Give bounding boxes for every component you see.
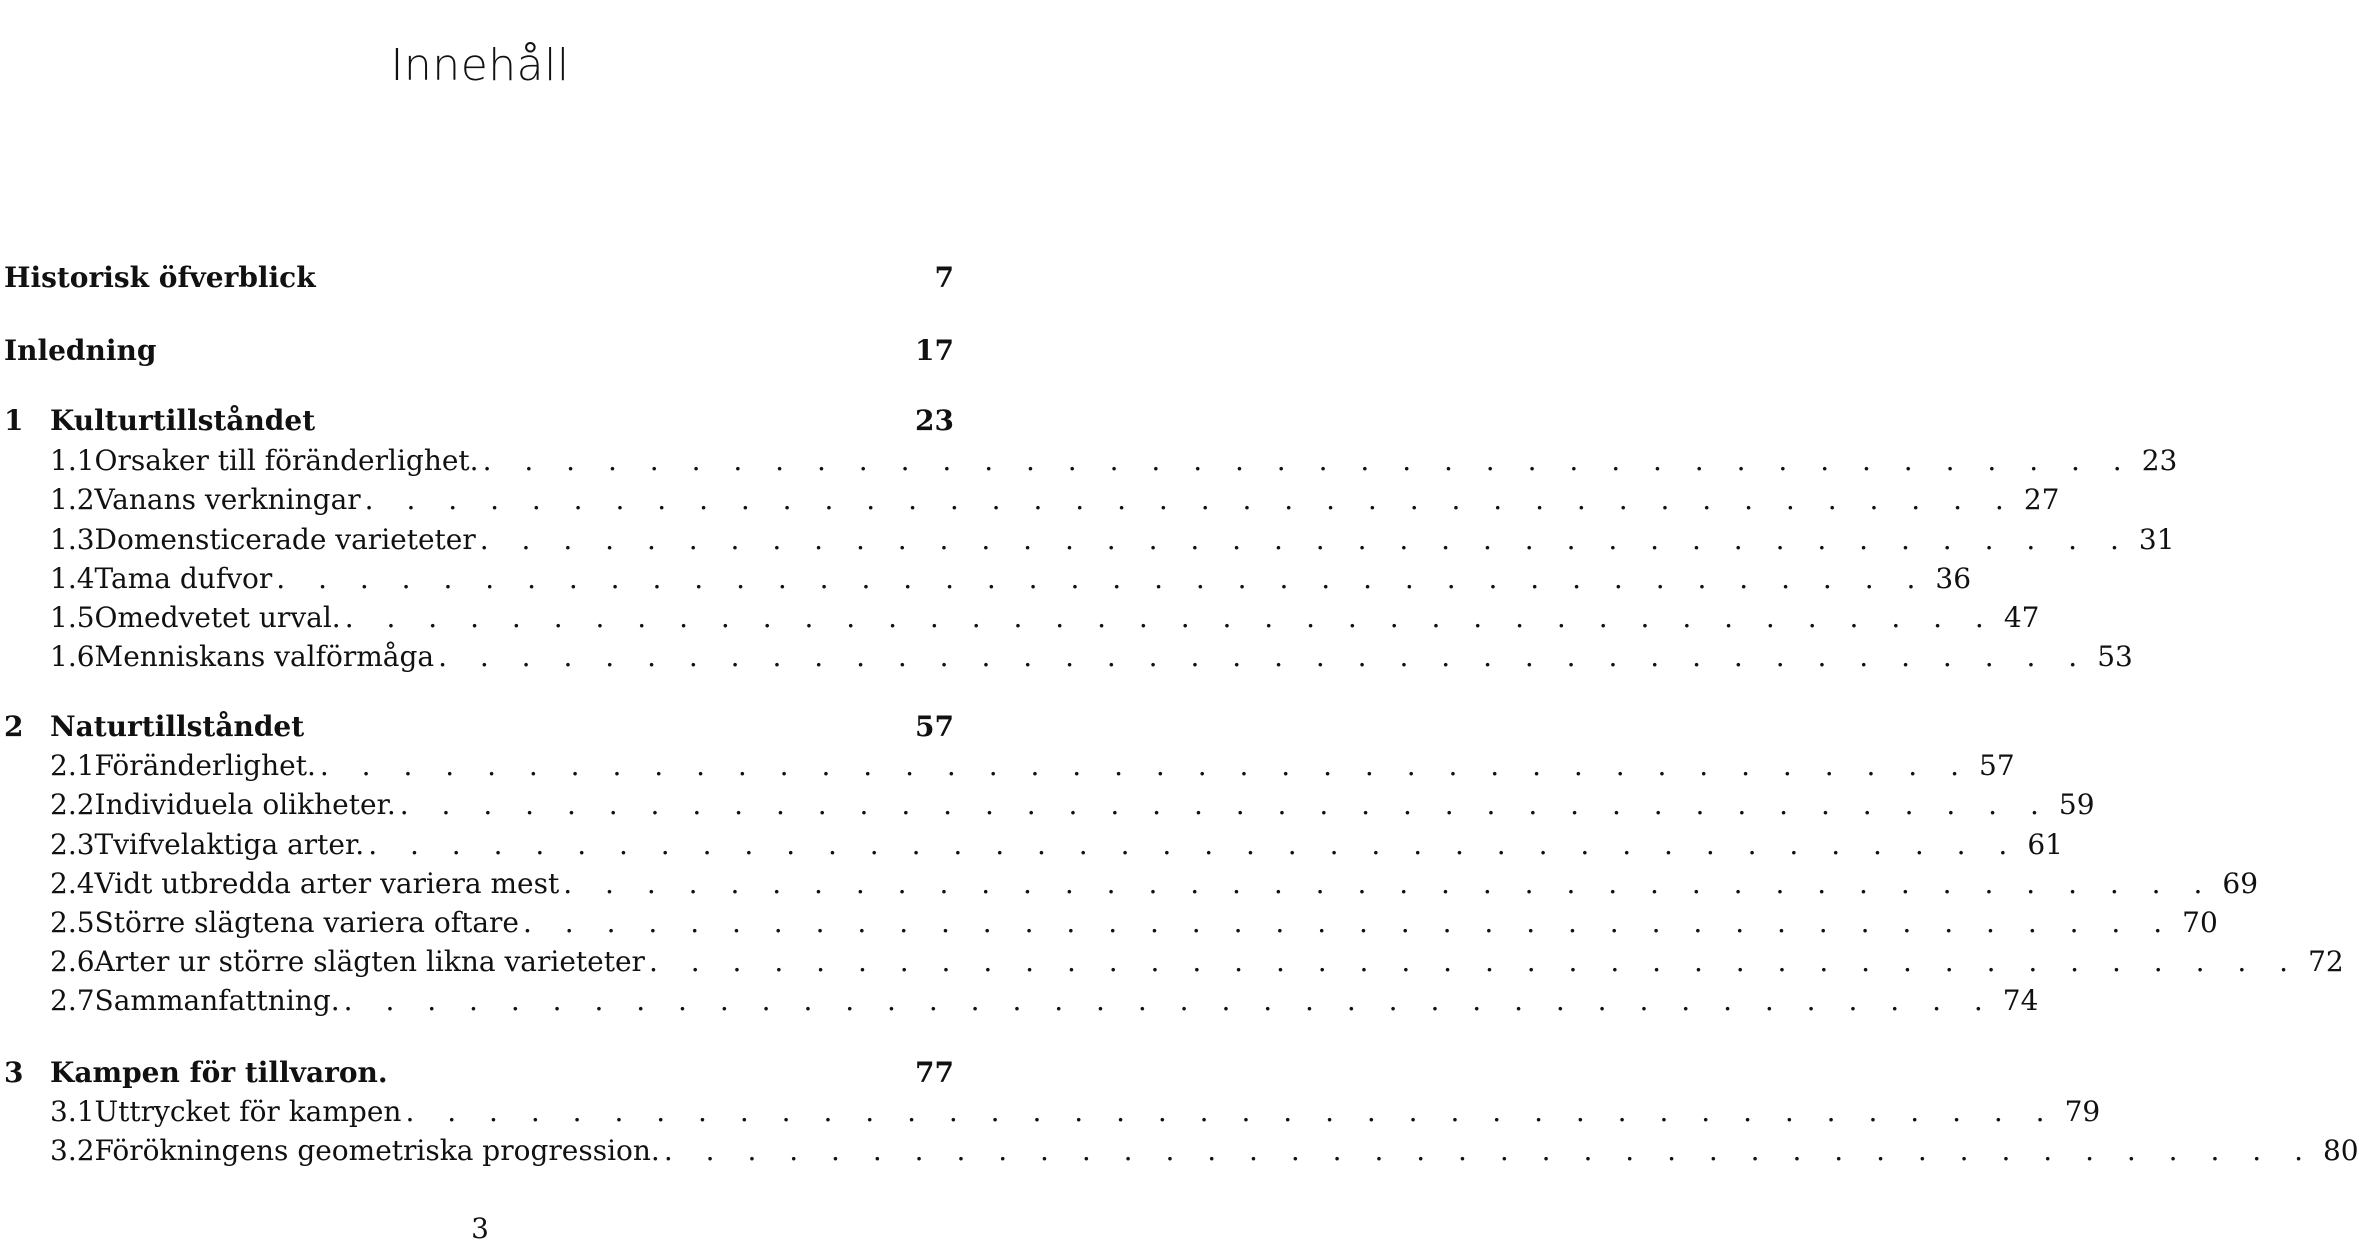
section-page: 61	[2027, 827, 2063, 861]
toc-section[interactable]	[50, 520, 2175, 558]
section-number: 3.1	[50, 1094, 95, 1128]
section-number: 1.5	[50, 600, 95, 634]
toc-section[interactable]	[50, 746, 2015, 784]
section-title: Menniskans valförmåga	[94, 639, 435, 673]
dot-leader: . . . . . . . . . . . . . . . . . . . . . . . . . . . . . . . . . . . . . . . .	[344, 600, 1996, 634]
section-page: 23	[2141, 443, 2178, 477]
toc-section[interactable]	[50, 559, 1972, 597]
section-page: 74	[2002, 983, 2039, 1017]
dot-leader: . . . . . . . . . . . . . . . . . . . . . . . . . . . . . . . . . . . . . . . .	[479, 522, 2131, 556]
section-title: Tvifvelaktiga arter.	[94, 827, 365, 861]
dot-leader: . . . . . . . . . . . . . . . . . . . . . . . . . . . . . . . . . . . . . . . .	[482, 443, 2134, 477]
section-page: 79	[2064, 1094, 2101, 1128]
chapter-page: 23	[915, 403, 954, 437]
toc-chapter-3[interactable]	[4, 1053, 954, 1091]
toc-section[interactable]	[50, 480, 2060, 518]
toc-section[interactable]	[50, 441, 2178, 479]
toc-entry-title: Historisk öfverblick	[4, 260, 316, 294]
toc-section[interactable]	[50, 864, 2259, 902]
dot-leader: . . . . . . . . . . . . . . . . . . . . . . . . . . . . . . . . . . . . . . . .	[648, 944, 2301, 978]
section-page: 27	[2023, 482, 2060, 516]
section-title: Omedvetet urval.	[94, 600, 341, 634]
section-title: Domensticerade varieteter	[94, 522, 476, 556]
section-page: 72	[2308, 944, 2344, 978]
chapter-title: Kampen för tillvaron.	[50, 1055, 388, 1089]
section-title: Större slägtena variera oftare	[94, 905, 519, 939]
toc-entry-title: Inledning	[4, 333, 157, 367]
toc-entry-inledning[interactable]	[4, 331, 954, 369]
section-page: 36	[1935, 561, 1972, 595]
section-page: 31	[2138, 522, 2175, 556]
toc-section[interactable]	[50, 903, 2218, 941]
toc-entry-page: 7	[934, 260, 954, 294]
dot-leader: . . . . . . . . . . . . . . . . . . . . . . . . . . . . . . . . . . . . . . . .	[364, 482, 2016, 516]
dot-leader: . . . . . . . . . . . . . . . . . . . . . . . . . . . . . . . . . . . . . . . .	[522, 905, 2175, 939]
section-title: Arter ur större slägten likna varieteter	[94, 944, 645, 978]
section-page: 57	[1979, 748, 2015, 782]
section-number: 2.7	[50, 983, 95, 1017]
section-page: 80	[2322, 1133, 2359, 1167]
toc-entry-historisk[interactable]	[4, 258, 954, 296]
section-title: Tama dufvor	[94, 561, 273, 595]
dot-leader: . . . . . . . . . . . . . . . . . . . . . . . . . . . . . . . . . . . . . . . .	[663, 1133, 2315, 1167]
section-title: Vidt utbredda arter variera mest	[94, 866, 560, 900]
dot-leader: . . . . . . . . . . . . . . . . . . . . . . . . . . . . . . . . . . . . . . . .	[563, 866, 2215, 900]
section-number: 2.2	[50, 787, 95, 821]
page-title: Innehåll	[390, 40, 570, 91]
chapter-number: 3	[4, 1055, 24, 1089]
section-number: 2.1	[50, 748, 95, 782]
section-title: Sammanfattning.	[94, 983, 340, 1017]
section-title: Föränderlighet.	[94, 748, 316, 782]
section-page: 69	[2222, 866, 2259, 900]
section-title: Vanans verkningar	[94, 482, 361, 516]
section-number: 3.2	[50, 1133, 95, 1167]
dot-leader: . . . . . . . . . . . . . . . . . . . . . . . . . . . . . . . . . . . . . . . .	[319, 748, 1972, 782]
toc-section[interactable]	[50, 1131, 2359, 1169]
chapter-page: 77	[915, 1055, 954, 1089]
chapter-page: 57	[915, 709, 954, 743]
chapter-title: Naturtillståndet	[50, 709, 305, 743]
dot-leader: . . . . . . . . . . . . . . . . . . . . . . . . . . . . . . . . . . . . . . . .	[405, 1094, 2057, 1128]
chapter-title: Kulturtillståndet	[50, 403, 316, 437]
section-title: Förökningens geometriska progression.	[94, 1133, 660, 1167]
toc-section[interactable]	[50, 785, 2095, 823]
toc-section[interactable]	[50, 825, 2063, 863]
dot-leader: . . . . . . . . . . . . . . . . . . . . . . . . . . . . . . . . . . . . . . . .	[368, 827, 2020, 861]
toc-section[interactable]	[50, 1092, 2101, 1130]
dot-leader: . . . . . . . . . . . . . . . . . . . . . . . . . . . . . . . . . . . . . . . .	[438, 639, 2090, 673]
section-number: 1.3	[50, 522, 95, 556]
section-page: 47	[2003, 600, 2040, 634]
section-number: 2.3	[50, 827, 95, 861]
section-number: 2.4	[50, 866, 95, 900]
toc-chapter-2[interactable]	[4, 707, 954, 745]
toc-chapter-1[interactable]	[4, 401, 954, 439]
toc-section[interactable]	[50, 942, 2344, 980]
section-number: 1.4	[50, 561, 95, 595]
dot-leader: . . . . . . . . . . . . . . . . . . . . . . . . . . . . . . . . . . . . . . . .	[343, 983, 1995, 1017]
section-page: 59	[2058, 787, 2095, 821]
chapter-number: 1	[4, 403, 24, 437]
dot-leader: . . . . . . . . . . . . . . . . . . . . . . . . . . . . . . . . . . . . . . . .	[276, 561, 1928, 595]
toc-entry-page: 17	[915, 333, 954, 367]
page-number: 3	[471, 1212, 489, 1245]
section-page: 70	[2182, 905, 2218, 939]
section-title: Individuela olikheter.	[94, 787, 396, 821]
section-number: 2.6	[50, 944, 95, 978]
toc-section[interactable]	[50, 598, 2040, 636]
section-number: 1.2	[50, 482, 95, 516]
section-title: Uttrycket för kampen	[94, 1094, 402, 1128]
section-number: 1.6	[50, 639, 95, 673]
toc-section[interactable]	[50, 637, 2133, 675]
chapter-number: 2	[4, 709, 24, 743]
dot-leader: . . . . . . . . . . . . . . . . . . . . . . . . . . . . . . . . . . . . . . . .	[399, 787, 2051, 821]
section-title: Orsaker till föränderlighet.	[94, 443, 479, 477]
section-page: 53	[2097, 639, 2133, 673]
toc-section[interactable]	[50, 981, 2039, 1019]
section-number: 2.5	[50, 905, 95, 939]
section-number: 1.1	[50, 443, 95, 477]
